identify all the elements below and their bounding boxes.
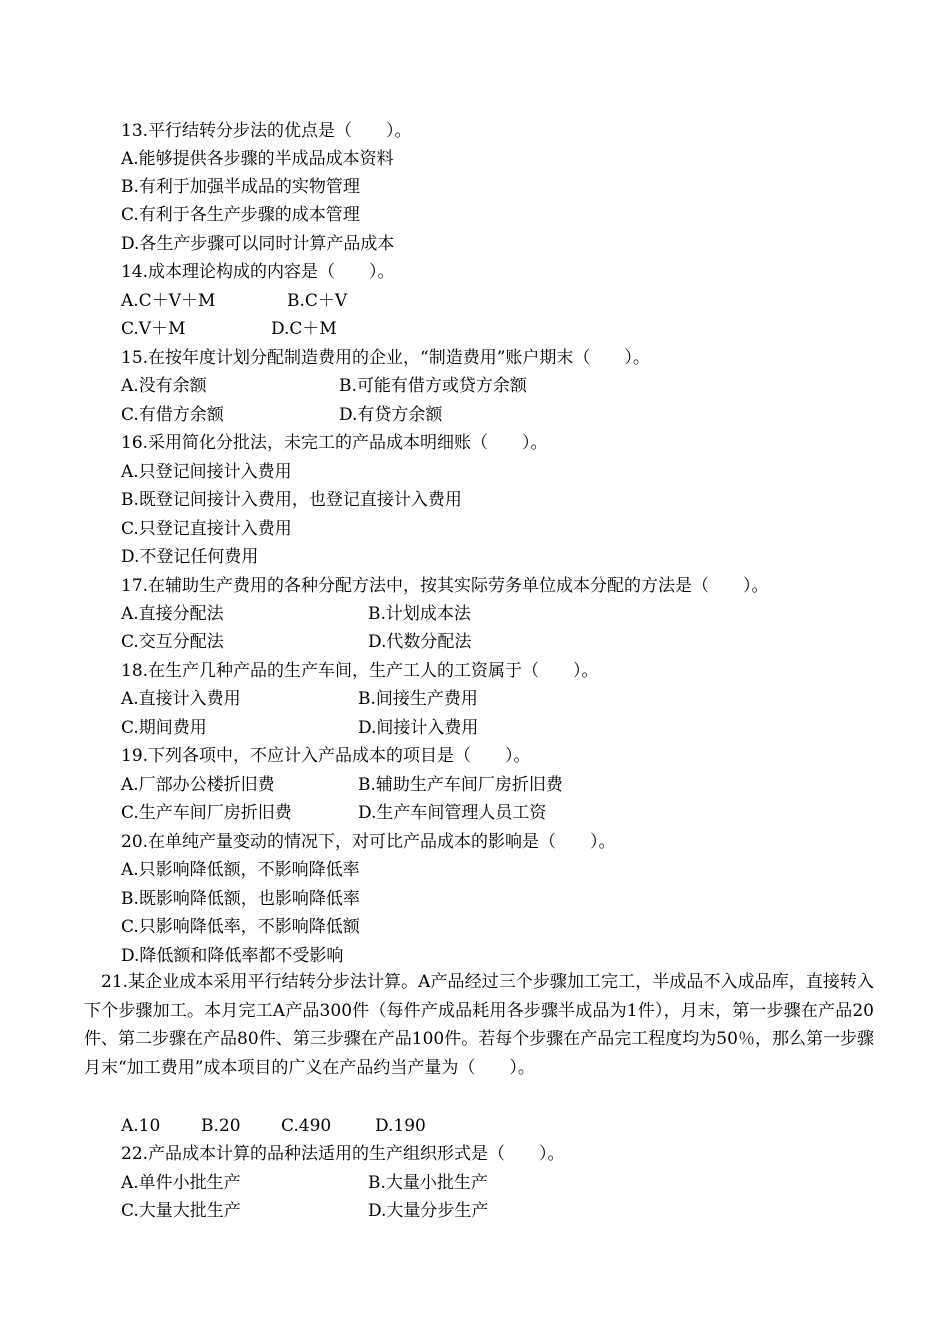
question-18-option-a: A.直接计入费用	[121, 689, 241, 709]
question-16-option-b: B.既登记间接计入费用，也登记直接计入费用	[121, 490, 462, 510]
question-22-option-b: B.大量小批生产	[368, 1173, 488, 1193]
question-16-option-d: D.不登记任何费用	[121, 547, 259, 567]
question-21-option-d: D.190	[375, 1116, 426, 1136]
question-18-option-b: B.间接生产费用	[358, 689, 478, 709]
question-13-option-b: B.有利于加强半成品的实物管理	[121, 177, 360, 197]
question-15-stem: 15.在按年度计划分配制造费用的企业，“制造费用”账户期末（ ）。	[121, 348, 650, 368]
question-21-option-b: B.20	[201, 1116, 241, 1136]
question-13-option-d: D.各生产步骤可以同时计算产品成本	[121, 234, 395, 254]
question-19-stem: 19.下列各项中，不应计入产品成本的项目是（ ）。	[121, 746, 531, 766]
question-22-option-a: A.单件小批生产	[121, 1173, 241, 1193]
question-18-stem: 18.在生产几种产品的生产车间，生产工人的工资属于（ ）。	[121, 661, 599, 681]
question-20-option-c: C.只影响降低率，不影响降低额	[121, 917, 360, 937]
question-20-option-a: A.只影响降低额，不影响降低率	[121, 860, 360, 880]
question-14-option-d: D.C＋M	[271, 319, 337, 339]
question-19-option-d: D.生产车间管理人员工资	[358, 803, 547, 823]
question-14-option-a: A.C＋V＋M	[121, 291, 216, 311]
question-14-stem: 14.成本理论构成的内容是（ ）。	[121, 262, 395, 282]
question-13-option-a: A.能够提供各步骤的半成品成本资料	[121, 149, 394, 169]
question-19-option-b: B.辅助生产车间厂房折旧费	[358, 775, 563, 795]
question-14-option-c: C.V＋M	[121, 319, 186, 339]
question-21-stem: 21.某企业成本采用平行结转分步法计算。A产品经过三个步骤加工完工，半成品不入成品库，直接转入下个步骤加工。本月完工A产品300件（每件产成品耗用各步骤半成品为1件），月末，第一步骤在产品20件、第二步骤在产品80件、第三步骤在产品100件。若每个步骤在产品完工程度均为50％，那么第一步骤月末“加工费用”成本项目的广义在产品约当产量为（ ）。	[84, 972, 874, 1078]
question-13-stem: 13.平行结转分步法的优点是（ ）。	[121, 121, 412, 141]
question-20-stem: 20.在单纯产量变动的情况下，对可比产品成本的影响是（ ）。	[121, 832, 616, 852]
question-14-option-b: B.C＋V	[287, 291, 348, 311]
question-22-option-c: C.大量大批生产	[121, 1201, 241, 1221]
question-16-stem: 16.采用简化分批法，未完工的产品成本明细账（ ）。	[121, 433, 548, 453]
question-16-option-a: A.只登记间接计入费用	[121, 462, 292, 482]
question-18-option-d: D.间接计入费用	[358, 718, 479, 738]
question-22-stem: 22.产品成本计算的品种法适用的生产组织形式是（ ）。	[121, 1144, 565, 1164]
question-19-option-c: C.生产车间厂房折旧费	[121, 803, 292, 823]
question-15-option-b: B.可能有借方或贷方余额	[339, 376, 527, 396]
question-19-option-a: A.厂部办公楼折旧费	[121, 775, 275, 795]
question-13-option-c: C.有利于各生产步骤的成本管理	[121, 205, 360, 225]
question-15-option-d: D.有贷方余额	[339, 405, 443, 425]
question-16-option-c: C.只登记直接计入费用	[121, 519, 292, 539]
question-22-option-d: D.大量分步生产	[368, 1201, 489, 1221]
question-15-option-a: A.没有余额	[121, 376, 207, 396]
question-18-option-c: C.期间费用	[121, 718, 207, 738]
question-20-option-b: B.既影响降低额，也影响降低率	[121, 889, 360, 909]
question-20-option-d: D.降低额和降低率都不受影响	[121, 946, 344, 966]
question-17-option-b: B.计划成本法	[368, 604, 471, 624]
question-17-option-d: D.代数分配法	[368, 632, 472, 652]
question-15-option-c: C.有借方余额	[121, 405, 224, 425]
question-21-option-c: C.490	[281, 1116, 332, 1136]
question-17-option-a: A.直接分配法	[121, 604, 224, 624]
question-17-option-c: C.交互分配法	[121, 632, 224, 652]
question-17-stem: 17.在辅助生产费用的各种分配方法中，按其实际劳务单位成本分配的方法是（ ）。	[121, 576, 769, 596]
question-21-option-a: A.10	[121, 1116, 161, 1136]
